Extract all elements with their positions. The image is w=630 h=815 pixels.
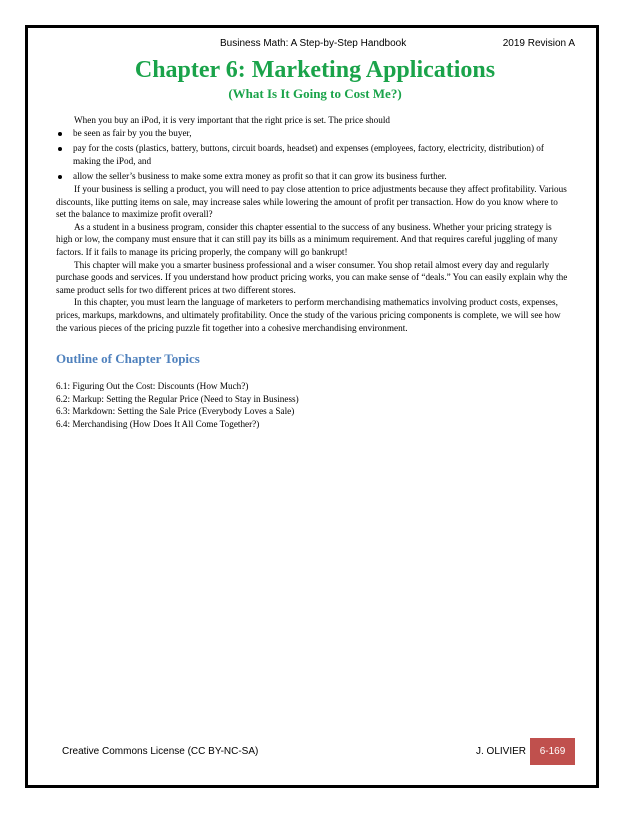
outline-topic: 6.4: Merchandising (How Does It All Come Together?) [56, 418, 260, 429]
body-paragraph: As a student in a business program, consider this chapter essential to the success of any business. Whether your pricing strategy is high or low, the company must ensure that it can still pay its bills as a minimum requirement. And that requires careful juggling of many factors. If it fails to manage its pricing properly, the company will go bankrupt! [56, 221, 558, 257]
outline-topic-list [56, 380, 299, 430]
chapter-body [56, 114, 568, 334]
bullet-item: be seen as fair by you the buyer, [56, 127, 568, 140]
outline-topic: 6.1: Figuring Out the Cost: Discounts (How Much?) [56, 381, 249, 391]
outline-topic: 6.3: Markdown: Setting the Sale Price (Everybody Loves a Sale) [56, 406, 295, 417]
body-paragraph: This chapter will make you a smarter business professional and a wiser consumer. You shop retail almost every day and regularly purchase goods and services. If you understand how product pricing works, you can make sense of “deals.” You can easily explain why the same product sells for two different prices at two different stores. [56, 259, 568, 295]
footer-license: Creative Commons License (CC BY-NC-SA) [62, 746, 259, 757]
bullet-item: allow the seller’s business to make some extra money as profit so that it can grow its business further. [56, 170, 568, 183]
bullet-item: pay for the costs (plastics, battery, buttons, circuit boards, headset) and expenses (employees, factory, electricity, distribution) of making the iPod, and [56, 142, 568, 167]
page-number-badge: 6-169 [530, 738, 575, 765]
body-paragraph: If your business is selling a product, you will need to pay close attention to price adjustments because they affect profitability. Various discounts, like putting items on sale, may increase sales while lowering the amount of profit per transaction. How do you know where to set the balance to maximize profit overall? [56, 183, 567, 220]
footer-author: J. OLIVIER [476, 746, 527, 757]
outline-heading: Outline of Chapter Topics [56, 351, 200, 366]
body-paragraph: In this chapter, you must learn the language of marketers to perform merchandising mathematics involving product costs, expenses, prices, markups, markdowns, and ultimately profitability. Once the study of the various pricing components is complete, we will see how the various pieces of the pricing puzzle fit together into a cohesive merchandising environment. [56, 297, 561, 333]
intro-paragraph: When you buy an iPod, it is very important that the right price is set. The price should [74, 115, 390, 125]
outline-topic: 6.2: Markup: Setting the Regular Price (Need to Stay in Business) [56, 393, 299, 404]
header-book-title: Business Math: A Step-by-Step Handbook [220, 38, 407, 49]
chapter-subtitle: (What Is It Going to Cost Me?) [228, 86, 402, 101]
chapter-title: Chapter 6: Marketing Applications [134, 57, 496, 83]
bullet-list [56, 127, 568, 183]
header-revision: 2019 Revision A [502, 38, 575, 49]
